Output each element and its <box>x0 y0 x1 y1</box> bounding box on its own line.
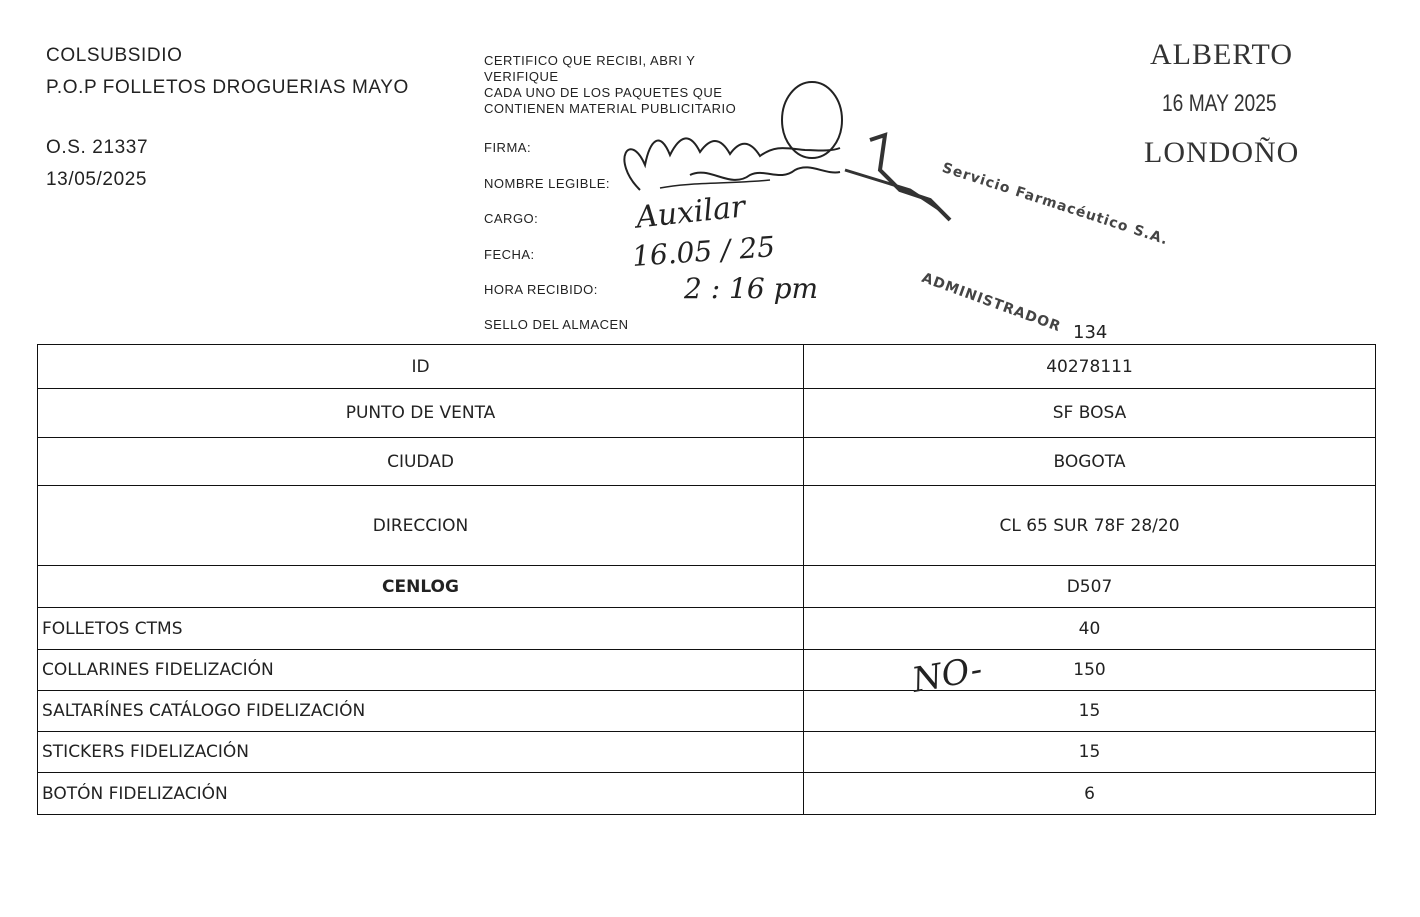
certificate-line: CONTIENEN MATERIAL PUBLICITARIO <box>484 101 737 116</box>
row-value: 15 <box>804 732 1376 773</box>
row-value: 40278111 <box>804 345 1376 389</box>
row-value: 15 <box>804 691 1376 732</box>
row-value: CL 65 SUR 78F 28/20 <box>804 486 1376 566</box>
fecha-label: FECHA: <box>484 247 535 262</box>
table-row <box>38 566 1376 608</box>
handwritten-hora: 2 : 16 pm <box>684 272 819 305</box>
sello-label: SELLO DEL ALMACEN <box>484 317 629 332</box>
certificate-line: VERIFIQUE <box>484 69 559 84</box>
table-row <box>38 691 1376 732</box>
row-value: D507 <box>804 566 1376 608</box>
row-label: COLLARINES FIDELIZACIÓN <box>38 650 804 691</box>
row-value: 6 <box>804 773 1376 815</box>
table-row <box>38 773 1376 815</box>
table-row <box>38 486 1376 566</box>
handwritten-note: NO- <box>909 649 986 701</box>
stamp-logo-icon <box>840 130 960 230</box>
order-date: 13/05/2025 <box>46 169 148 190</box>
row-label: ID <box>38 345 804 389</box>
certificate-line: CADA UNO DE LOS PAQUETES QUE <box>484 85 723 100</box>
row-value: 150 <box>804 650 1376 691</box>
table-row <box>38 608 1376 650</box>
project-title: P.O.P FOLLETOS DROGUERIAS MAYO <box>46 77 409 98</box>
company-name: COLSUBSIDIO <box>46 45 183 66</box>
row-value: SF BOSA <box>804 389 1376 438</box>
row-label: BOTÓN FIDELIZACIÓN <box>38 773 804 815</box>
table-row <box>38 345 1376 389</box>
nombre-label: NOMBRE LEGIBLE: <box>484 176 610 191</box>
row-label: SALTARÍNES CATÁLOGO FIDELIZACIÓN <box>38 691 804 732</box>
shipment-table <box>37 344 1376 815</box>
stamp-date: 16 MAY 2025 <box>1162 90 1277 117</box>
row-label: PUNTO DE VENTA <box>38 389 804 438</box>
table-row <box>38 389 1376 438</box>
row-label: CENLOG <box>38 566 804 608</box>
row-value: 40 <box>804 608 1376 650</box>
row-label: CIUDAD <box>38 438 804 486</box>
row-label: FOLLETOS CTMS <box>38 608 804 650</box>
stamp-name-top: ALBERTO <box>1150 38 1293 71</box>
row-value: BOGOTA <box>804 438 1376 486</box>
stamp-company: Servicio Farmacéutico S.A. <box>940 160 1171 249</box>
stamp-number: 134 <box>1073 322 1108 343</box>
hora-label: HORA RECIBIDO: <box>484 282 598 297</box>
table-row <box>38 650 1376 691</box>
row-label: DIRECCION <box>38 486 804 566</box>
signature-drawing <box>600 70 860 210</box>
firma-label: FIRMA: <box>484 140 532 155</box>
stamp-name-bottom: LONDOÑO <box>1144 136 1300 169</box>
order-number: O.S. 21337 <box>46 137 149 158</box>
table-row <box>38 438 1376 486</box>
handwritten-cargo: Auxilar <box>634 189 747 236</box>
stamp-role: ADMINISTRADOR <box>919 270 1064 336</box>
row-label: STICKERS FIDELIZACIÓN <box>38 732 804 773</box>
cargo-label: CARGO: <box>484 211 539 226</box>
table-row <box>38 732 1376 773</box>
certificate-line: CERTIFICO QUE RECIBI, ABRI Y <box>484 53 696 68</box>
handwritten-fecha: 16.05 / 25 <box>631 230 777 273</box>
